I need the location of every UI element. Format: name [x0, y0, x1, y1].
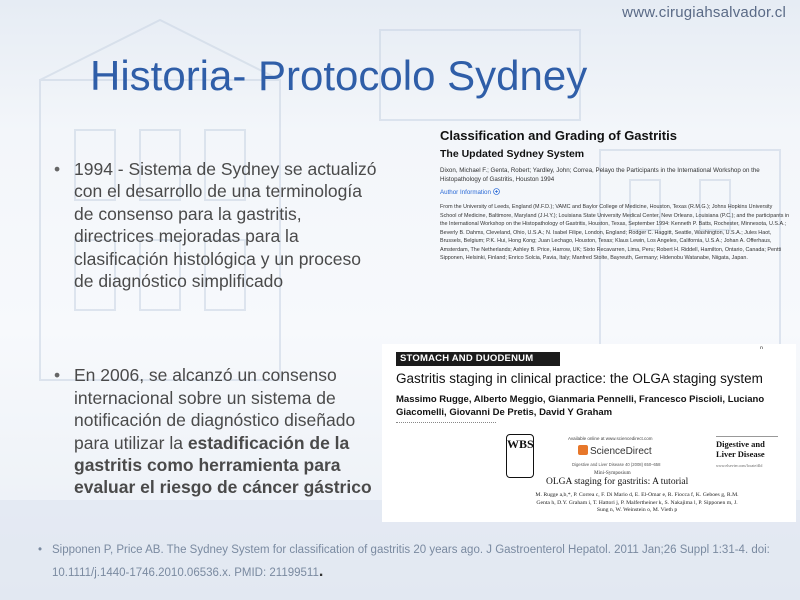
publisher-logo: WBS	[506, 434, 534, 478]
bullet-list	[52, 158, 382, 499]
bullet-2006	[52, 364, 382, 498]
slide-title: Historia- Protocolo Sydney	[90, 52, 588, 99]
mini-symposium-label: Mini-Symposium	[594, 470, 631, 476]
corner-mark: ⁿ	[760, 344, 763, 353]
paper1-affiliations: From the University of Leeds, England (M.F.D.); VAMC and Baylor College of Medicine, Houston, Texas (R.M.G.); Johns Hopkins University School of Medicine, Baltimore, Maryland (J.H.Y.); Louisiana State University Medical Center, New Orleans, Louisiana (P.C.); and the participants in the International Workshop on the Histopathology of Gastritis, Houston, Texas, September 1994: Kenneth P. Batts, Rochester, Minnesota, U.S.A.; Beverly B. Dahms, Cleveland, Ohio, U.S.A.; N. Isabel Filipe, London, England; Rodger C. Haggitt, Seattle, Washington, U.S.A.; Jules Haot, Brussels, Belgium; P.K. Hui, Hong Kong; Juan Lechago, Houston, Texas; Klaus Lewin, Los Angeles, California, U.S.A.; Johan A. Offerhaus, Amsterdam, The Netherlands; Ashley B. Price, Harrow, UK; Sixto Recavarren, Lima, Peru; Robert H. Riddell, Hamilton, Ontario, Canada; Pentti Sipponen, Helsinki, Finland; Enrico Solcia, Pavia, Italy; Manfred Stolte, Bayreuth, Germany; Hidenobu Watanabe, Niigata, Japan.	[440, 204, 790, 262]
paper2-section-banner: STOMACH AND DUODENUM	[396, 352, 560, 366]
reference-citation	[38, 540, 792, 584]
website-url[interactable]: www.cirugiahsalvador.cl	[622, 4, 786, 21]
sciencedirect-icon	[578, 445, 588, 455]
paper1-title: Classification and Grading of Gastritis	[440, 128, 677, 143]
paper2-authors: Massimo Rugge, Alberto Meggio, Gianmaria Pennelli, Francesco Piscioli, Luciano Giacomelli, Giovanni De Pretis, David Y Graham	[396, 394, 765, 418]
bullet-2006-bold-text: estadificación de la gastritis como herramienta para evaluar el riesgo de cáncer gástrico	[74, 432, 372, 498]
paper2-title: Gastritis staging in clinical practice: the OLGA staging system	[396, 371, 763, 386]
sciencedirect-logo	[578, 445, 652, 457]
reference-text: Sipponen P, Price AB. The Sydney System for classification of gastritis 20 years ago. J Gastroenterol Hepatol. 2011 Jan;26 Suppl 1:31-4. doi: 10.1111/j.1440-1746.2010.06536.x. PMID: 21199511	[52, 544, 770, 579]
mini-symposium-title: OLGA staging for gastritis: A tutorial	[546, 477, 689, 487]
circle-plus-icon	[493, 188, 500, 195]
bullet-1994-text: 1994 - Sistema de Sydney se actualizó con el desarrollo de una terminología de consenso para la gastritis, directrices mejoradas para la clasificación histológica y un proceso de diagnóstico simplificado	[74, 159, 377, 292]
bullet-2006-text: En 2006, se alcanzó un consenso internacional sobre un sistema de notificación de diagnóstico diseñado para utilizar la	[74, 365, 356, 453]
paper2-divider	[396, 422, 496, 423]
journal-url: www.elsevier.com/locate/dld	[716, 463, 763, 468]
paper1-authors: Dixon, Michael F.; Genta, Robert; Yardley, John; Correa, Pelayo the Participants in the International Workshop on the Histopathology of Gastritis, Houston 1994	[440, 167, 760, 183]
reference-bullet: •	[38, 544, 43, 556]
bullet-1994	[52, 158, 382, 292]
sydney-paper-excerpt	[440, 124, 790, 346]
paper1-author-info-link[interactable]	[440, 188, 790, 196]
journal-citation: Digestive and Liver Disease 40 (2008) 650–658	[572, 462, 661, 467]
journal-logo	[716, 436, 778, 471]
olga-paper-card	[382, 344, 796, 522]
sciencedirect-name: ScienceDirect	[590, 446, 652, 457]
journal-name: Digestive and Liver Disease	[716, 439, 765, 459]
mini-symposium-authors: M. Rugge a,b,*, P. Correa c, F. Di Mario d, E. El-Omar e, R. Fiocca f, K. Geboes g, R.M. Genta h, D.Y. Graham i, T. Hattori j, P. Malfertheiner k, S. Nakajima l, P. Sipponen m, J. Sung n, W. Weinstein o, M. Vieth p	[535, 492, 739, 514]
paper1-author-info-label: Author Information	[440, 189, 491, 197]
sciencedirect-available: Available online at www.sciencedirect.com	[568, 436, 653, 441]
paper1-subtitle: The Updated Sydney System	[440, 148, 585, 160]
reference-end-mark: .	[318, 563, 324, 580]
